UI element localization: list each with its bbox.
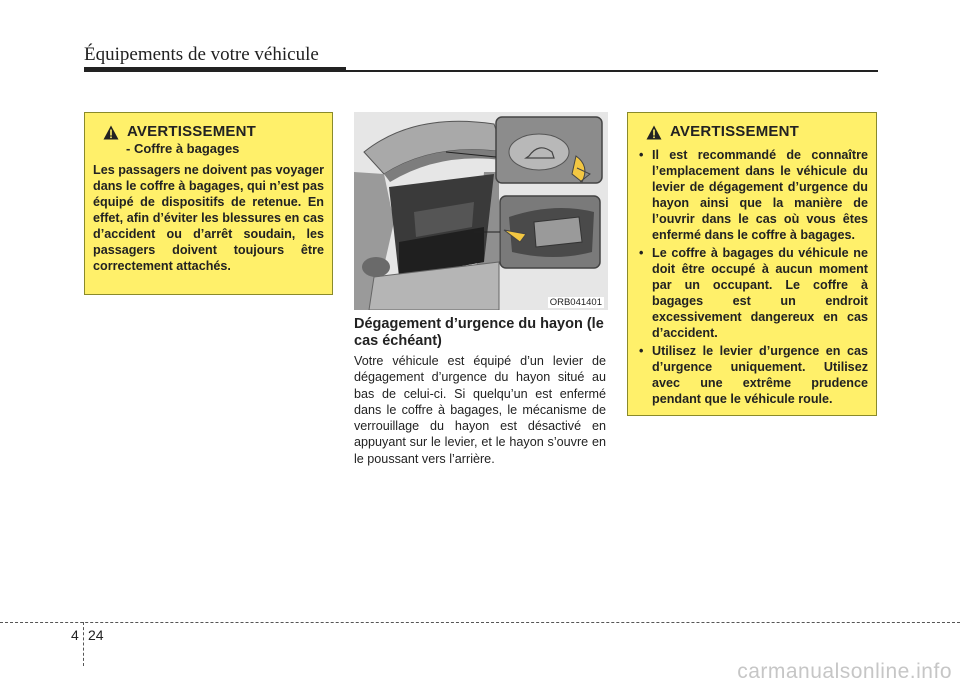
footer-dashed-divider: [83, 622, 84, 666]
warning-triangle-icon: [103, 125, 119, 140]
warning-subtitle: - Coffre à bagages: [126, 141, 240, 156]
warning-title: AVERTISSEMENT: [670, 123, 800, 140]
header-rule-thick: [84, 67, 346, 72]
header-rule-thin: [346, 70, 878, 72]
warning-bullet: • Le coffre à bagages du véhicule ne doit être occupé à aucun moment par un occupant. Le coffre à bagages est un endroit excessivement dangereux en cas d’accident.: [636, 245, 868, 341]
warning-bullet-list: [636, 147, 868, 407]
warning-heading: [103, 123, 324, 141]
page-number: 24: [88, 627, 104, 643]
warning-triangle-icon: [646, 125, 662, 140]
figure-code: ORB041401: [549, 297, 602, 308]
warning-bullet: • Utilisez le levier d’urgence en cas d’urgence uniquement. Utilisez avec une extrême prudence pendant que le véhicule roule.: [636, 343, 868, 407]
warning-bullet: • Il est recommandé de connaître l’emplacement dans le véhicule du levier de dégagement d’urgence du hayon ainsi que la manière de l’ouvrir dans le cas où vous êtes enfermé dans le coffre à bagages.: [636, 147, 868, 243]
section-title: Dégagement d’urgence du hayon (le cas échéant): [354, 316, 604, 349]
page-header-title: Équipements de votre véhicule: [84, 44, 319, 65]
warning-box-emergency-lever: [627, 112, 877, 416]
chapter-number: 4: [71, 627, 79, 643]
tailgate-release-figure: [354, 112, 608, 310]
warning-body: Les passagers ne doivent pas voyager dans le coffre à bagages, qui n’est pas équipé de dispositifs de retenue. En effet, afin d’éviter les blessures en cas d’accident ou d’arrêt soudain, les passagers doivent toujours être correctement attachés.: [93, 163, 324, 273]
warning-box-luggage: [84, 112, 333, 295]
warning-heading: [646, 123, 868, 141]
section-body: Votre véhicule est équipé d’un levier de dégagement d’urgence du hayon situé au bas de celui-ci. Si quelqu’un est enfermé dans le coffre à bagages, le mécanisme de verrouillage du hayon est désactivé en appuyant sur le levier, et le hayon s’ouvre en le poussant vers l’arrière.: [354, 354, 606, 466]
watermark: carmanualsonline.info: [737, 660, 952, 683]
footer-dashed-rule: [0, 622, 960, 623]
warning-title: AVERTISSEMENT: [127, 123, 257, 140]
tailgate-illustration: [354, 112, 608, 310]
